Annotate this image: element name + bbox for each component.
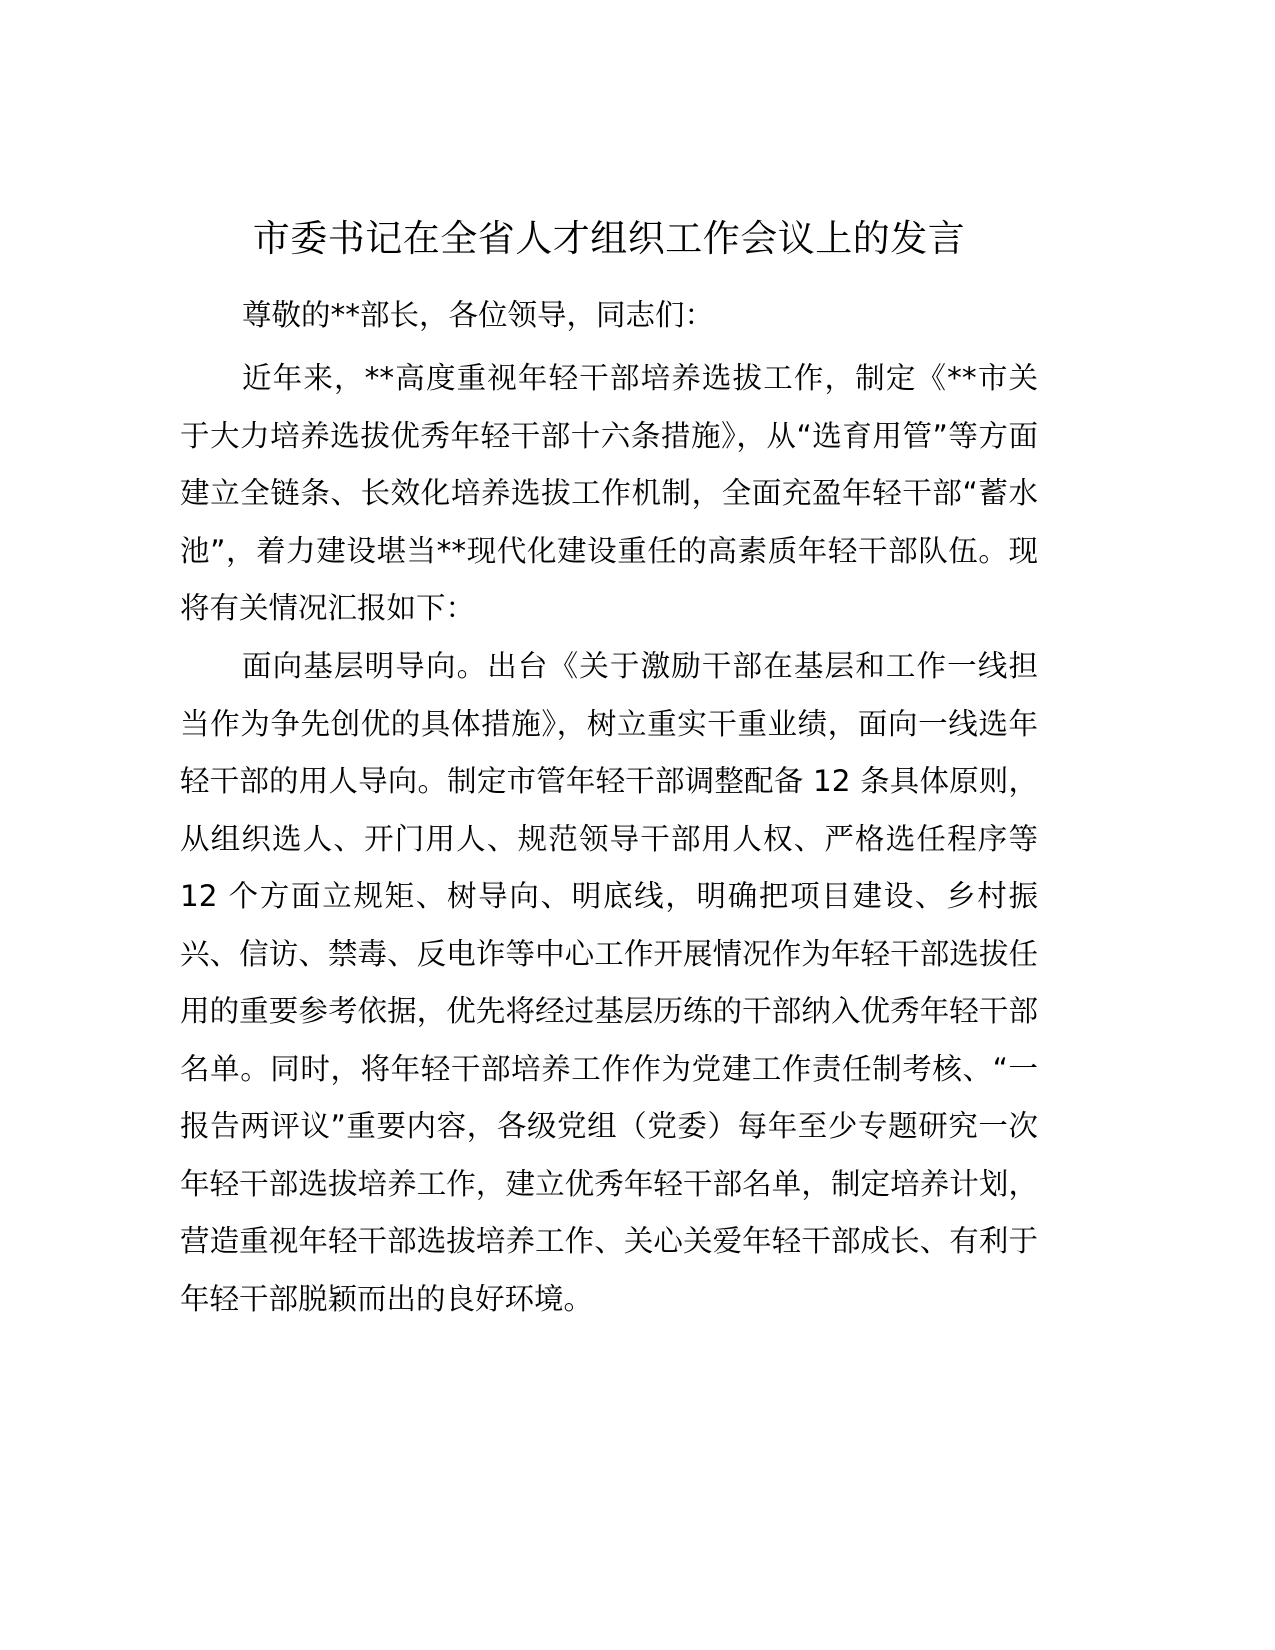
document-title: 市委书记在全省人才组织工作会议上的发言	[252, 217, 966, 260]
greeting: 尊敬的**部长，各位领导，同志们：	[242, 298, 715, 332]
paragraph-intro: 近年来，**高度重视年轻干部培养选拔工作，制定《**市关于大力培养选拔优秀年轻干部十六条措施》，从“选育用管”等方面建立全链条、长效化培养选拔工作机制，全面充盈年轻干部“蓄水池”，着力建设堪当**现代化建设重任的高素质年轻干部队伍。现将有关情况汇报如下：	[180, 361, 1038, 625]
paragraph-grassroots-guidance: 面向基层明导向。出台《关于激励干部在基层和工作一线担当作为争先创优的具体措施》，树立重实干重业绩，面向一线选年轻干部的用人导向。制定市管年轻干部调整配备 12 条具体原则，从组织选人、开门用人、规范领导干部用人权、严格选任程序等 12 个方面立规矩、树导向、明底线，明确把项目建设、乡村振兴、信访、禁毒、反电诈等中心工作开展情况作为年轻干部选拔任用的重要参考依据，优先将经过基层历练的干部纳入优秀年轻干部名单。同时，将年轻干部培养工作作为党建工作责任制考核、“一报告两评议”重要内容，各级党组（党委）每年至少专题研究一次年轻干部选拔培养工作，建立优秀年轻干部名单，制定培养计划，营造重视年轻干部选拔培养工作、关心关爱年轻干部成长、有利于年轻干部脱颖而出的良好环境。	[180, 649, 1038, 1316]
